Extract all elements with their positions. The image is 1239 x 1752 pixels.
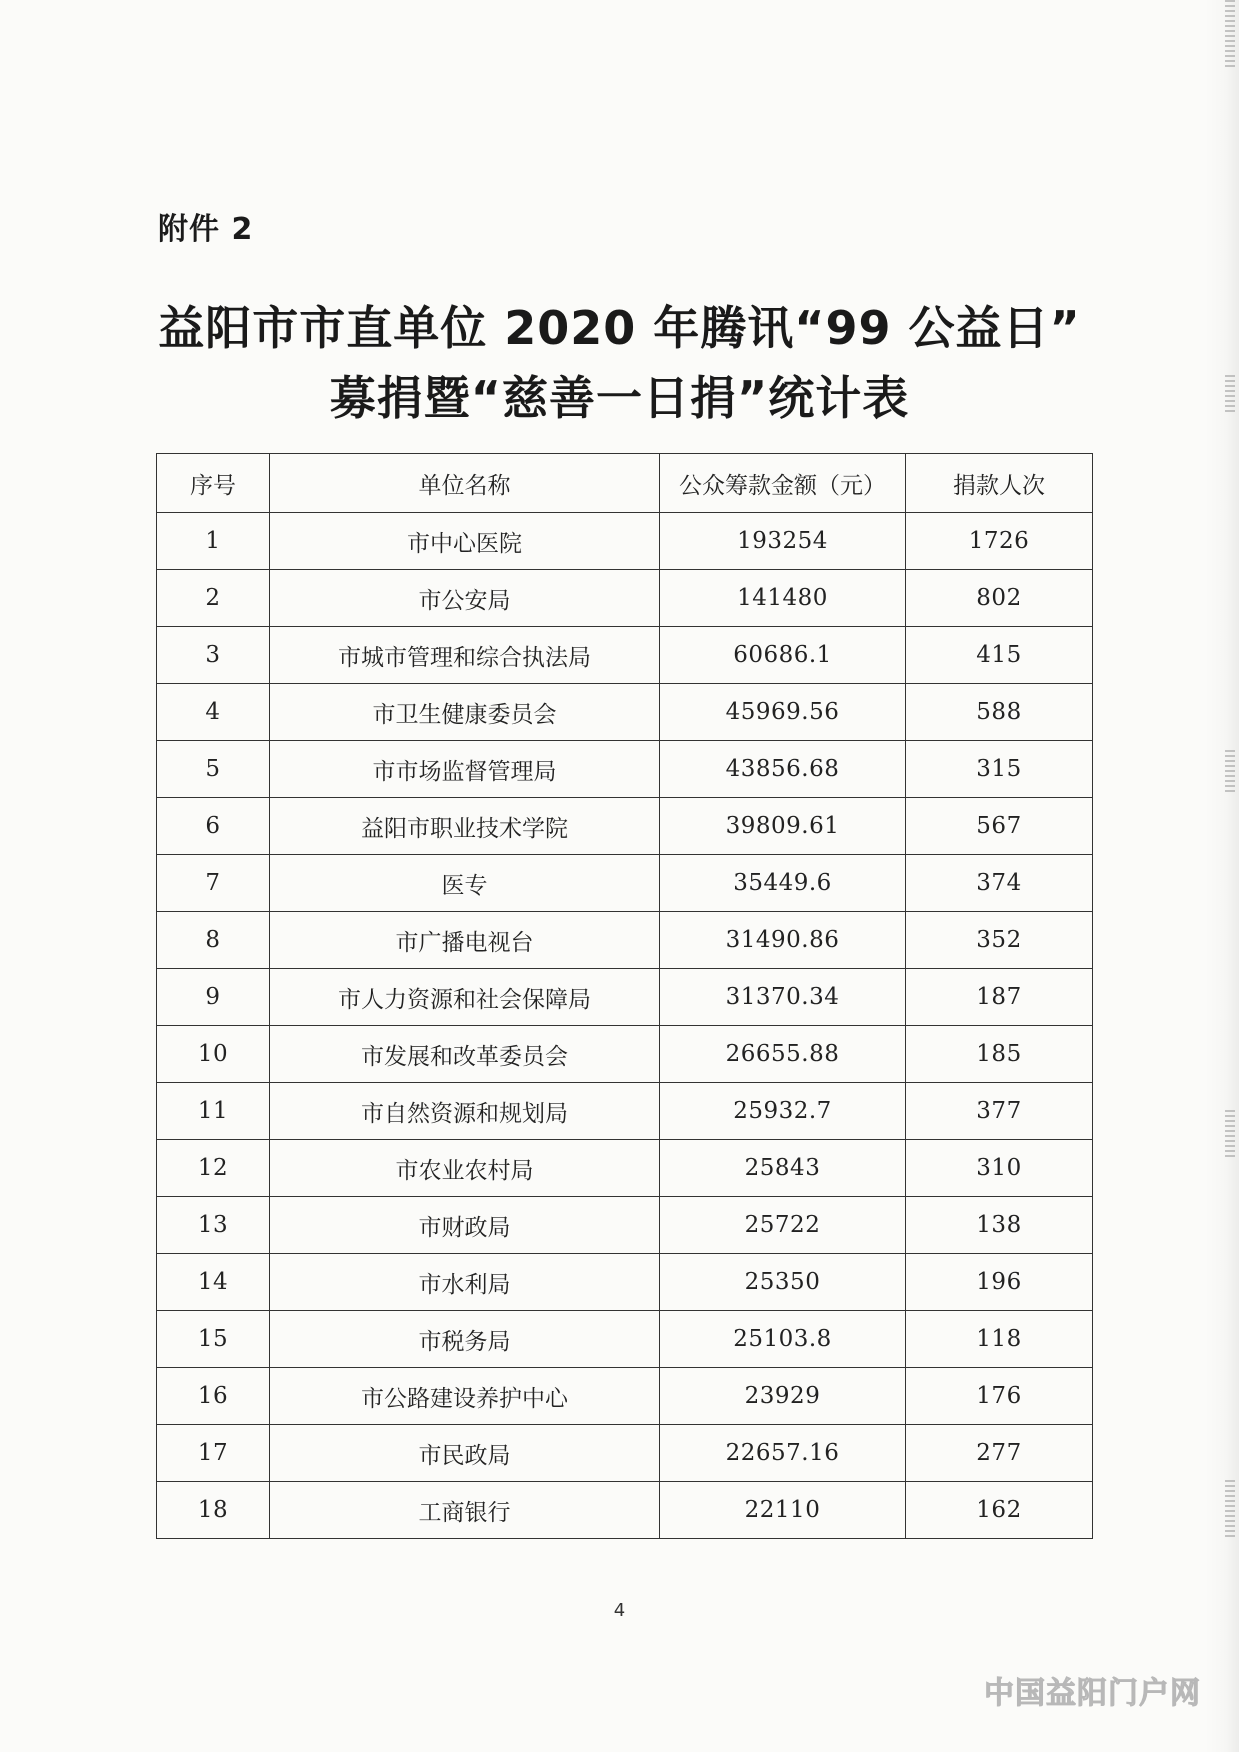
cell-unit-name: 市市场监督管理局 [270,741,660,798]
cell-unit-name: 工商银行 [270,1482,660,1539]
cell-amount: 31370.34 [660,969,906,1026]
cell-donor-count: 185 [906,1026,1093,1083]
cell-unit-name: 市财政局 [270,1197,660,1254]
cell-index: 13 [157,1197,270,1254]
scan-artifact [1225,1480,1235,1540]
table-row [157,570,1093,627]
document-title-line-2: 募捐暨“慈善一日捐”统计表 [329,371,910,425]
cell-unit-name: 市卫生健康委员会 [270,684,660,741]
cell-donor-count: 196 [906,1254,1093,1311]
table-row [157,1026,1093,1083]
header-unit-name: 单位名称 [270,454,660,513]
table-row [157,627,1093,684]
cell-amount: 23929 [660,1368,906,1425]
cell-amount: 43856.68 [660,741,906,798]
cell-donor-count: 187 [906,969,1093,1026]
cell-donor-count: 315 [906,741,1093,798]
cell-amount: 31490.86 [660,912,906,969]
cell-index: 5 [157,741,270,798]
scan-artifact [1225,0,1235,70]
table-row [157,798,1093,855]
table-row [157,741,1093,798]
cell-amount: 45969.56 [660,684,906,741]
table-row [157,1254,1093,1311]
cell-unit-name: 市发展和改革委员会 [270,1026,660,1083]
cell-unit-name: 市人力资源和社会保障局 [270,969,660,1026]
header-donor-count: 捐款人次 [906,454,1093,513]
cell-index: 2 [157,570,270,627]
table-row [157,1140,1093,1197]
table-row [157,912,1093,969]
cell-index: 12 [157,1140,270,1197]
cell-unit-name: 市自然资源和规划局 [270,1083,660,1140]
scan-artifact [1225,750,1235,795]
cell-donor-count: 176 [906,1368,1093,1425]
table-header-row [157,454,1093,513]
cell-amount: 25843 [660,1140,906,1197]
cell-amount: 25350 [660,1254,906,1311]
table-row [157,969,1093,1026]
table-row [157,1482,1093,1539]
cell-amount: 193254 [660,513,906,570]
cell-index: 16 [157,1368,270,1425]
table-row [157,1368,1093,1425]
cell-amount: 39809.61 [660,798,906,855]
cell-index: 11 [157,1083,270,1140]
cell-donor-count: 352 [906,912,1093,969]
table-row [157,1197,1093,1254]
cell-amount: 60686.1 [660,627,906,684]
cell-index: 3 [157,627,270,684]
cell-amount: 141480 [660,570,906,627]
cell-unit-name: 市中心医院 [270,513,660,570]
cell-unit-name: 市税务局 [270,1311,660,1368]
table-row [157,855,1093,912]
cell-unit-name: 市民政局 [270,1425,660,1482]
site-watermark: 中国益阳门户网 [984,1676,1201,1711]
cell-index: 8 [157,912,270,969]
attachment-label: 附件 2 [158,212,254,247]
cell-donor-count: 162 [906,1482,1093,1539]
cell-unit-name: 市农业农村局 [270,1140,660,1197]
cell-amount: 22657.16 [660,1425,906,1482]
cell-index: 17 [157,1425,270,1482]
cell-donor-count: 1726 [906,513,1093,570]
cell-donor-count: 415 [906,627,1093,684]
document-title-line-1: 益阳市市直单位 2020 年腾讯“99 公益日” [158,301,1081,355]
cell-index: 15 [157,1311,270,1368]
table-row [157,684,1093,741]
cell-index: 14 [157,1254,270,1311]
table-row [157,513,1093,570]
cell-index: 4 [157,684,270,741]
cell-amount: 35449.6 [660,855,906,912]
cell-donor-count: 802 [906,570,1093,627]
cell-donor-count: 567 [906,798,1093,855]
cell-amount: 25103.8 [660,1311,906,1368]
cell-index: 18 [157,1482,270,1539]
table-row [157,1083,1093,1140]
cell-donor-count: 138 [906,1197,1093,1254]
page-number: 4 [613,1600,626,1621]
cell-donor-count: 374 [906,855,1093,912]
cell-index: 9 [157,969,270,1026]
scan-artifact [1225,1110,1235,1160]
header-index: 序号 [157,454,270,513]
cell-unit-name: 益阳市职业技术学院 [270,798,660,855]
cell-donor-count: 118 [906,1311,1093,1368]
cell-unit-name: 市城市管理和综合执法局 [270,627,660,684]
cell-donor-count: 277 [906,1425,1093,1482]
cell-donor-count: 377 [906,1083,1093,1140]
table-row [157,1311,1093,1368]
cell-amount: 22110 [660,1482,906,1539]
donation-statistics-table [156,453,1093,1539]
cell-unit-name: 医专 [270,855,660,912]
cell-amount: 25722 [660,1197,906,1254]
cell-unit-name: 市水利局 [270,1254,660,1311]
cell-index: 1 [157,513,270,570]
table-row [157,1425,1093,1482]
header-amount: 公众筹款金额（元） [660,454,906,513]
cell-donor-count: 588 [906,684,1093,741]
cell-unit-name: 市公安局 [270,570,660,627]
cell-amount: 26655.88 [660,1026,906,1083]
cell-index: 10 [157,1026,270,1083]
cell-amount: 25932.7 [660,1083,906,1140]
cell-index: 6 [157,798,270,855]
cell-unit-name: 市公路建设养护中心 [270,1368,660,1425]
cell-unit-name: 市广播电视台 [270,912,660,969]
cell-donor-count: 310 [906,1140,1093,1197]
cell-index: 7 [157,855,270,912]
